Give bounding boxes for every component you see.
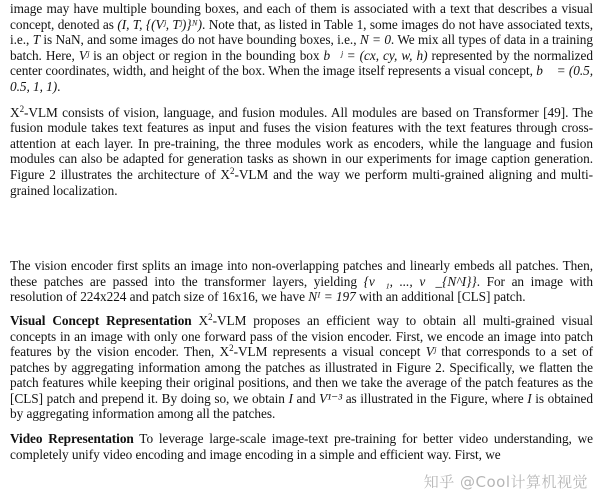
- paragraph-architecture: $X^2$-VLM consists of vision, language, and fusion modules. All modules are based on Transformer [49]. The fusion module takes text features as input and fuses the vision features with the text features through cross-attention at each layer. In pre-training, the three modules work as encoders, while the language and fusion modules can also be adapted for generation tasks as shown in our experiments for image caption generation. Figure 2 illustrates the architecture of $X^2$-VLM and the way we perform multi-grained aligning and multi-grained localization.: [10, 103, 593, 198]
- math-text-var: T: [32, 32, 41, 48]
- math-bounding-box: b⃗ʲ = (cx, cy, w, h): [323, 47, 428, 63]
- math-visual-concept: Vʲ: [78, 47, 90, 63]
- watermark: 知乎 @Cool计算机视觉: [423, 473, 588, 491]
- paper-page: [0, 1, 600, 498]
- math-num-patches: Nᴵ = 197: [308, 289, 356, 305]
- math-full-box: b⃗ = (0.5, 0.5, 1, 1): [10, 63, 593, 94]
- math-patch-set: {v⃗₁, ..., v⃗_{N^I}}: [363, 273, 477, 289]
- math-image-i-2: I: [527, 390, 532, 406]
- paragraph-data-definition: image may have multiple bounding boxes, and each of them is associated with a text that describes a visual concept, denoted as (I, T, {(Vʲ, Tʲ)}ᴺ). Note that, as listed in Table 1, some images do not have associated texts, i.e., T is NaN, and some images do not have bounding boxes, i.e., N = 0. We mix all types of data in a training batch. Here, Vʲ is an object or region in the bounding box b⃗ʲ = (cx, cy, w, h) represented by the normalized center coordinates, width, and height of the box. When the image itself represents a visual concept, b⃗ = (0.5, 0.5, 1, 1).: [10, 1, 593, 94]
- paragraph-visual-concept-representation: Visual Concept Representation $X^2$-VLM proposes an efficient way to obtain all multi-grained visual concepts in an image with only one forward pass of the vision encoder. First, we encode an image into patch features by the vision encoder. Then, $X^2$-VLM represents a visual concept Vʲ that corresponds to a set of patches by aggregating information among the patches as illustrated in Figure 2. Specifically, we flatten the patch features while keeping their original positions, and then we take the average of the patch features as the [CLS] patch and prepend it. By doing so, we obtain I and V¹⁻³ as illustrated in the Figure, where I is obtained by aggregating information among all the patches.: [10, 311, 594, 422]
- run-in-heading: Video Representation: [10, 431, 134, 447]
- math-concept-vj: Vʲ: [425, 344, 436, 360]
- math-dataset-tuple: (I, T, {(Vʲ, Tʲ)}ᴺ): [117, 16, 202, 32]
- math-n-zero: N = 0: [359, 32, 391, 48]
- run-in-heading: Visual Concept Representation: [10, 312, 192, 328]
- math-image-i: I: [288, 390, 293, 406]
- paragraph-video-representation: Video Representation To leverage large-scale image-text pre-training for better video understanding, we completely unify video encoding and image encoding in a simple and efficient way. First, we: [10, 431, 594, 462]
- math-concepts-v13: V¹⁻³: [319, 390, 343, 406]
- section-heading: [10, 221, 593, 237]
- paragraph-vision-encoder: The vision encoder first splits an image into non-overlapping patches and linearly embeds all patches. Then, these patches are passed into the transformer layers, yielding {v⃗₁, ..., v⃗_{N^I}}. For an image with resolution of 224x224 and patch size of 16x16, we have Nᴵ = 197 with an additional [CLS] patch.: [10, 258, 594, 305]
